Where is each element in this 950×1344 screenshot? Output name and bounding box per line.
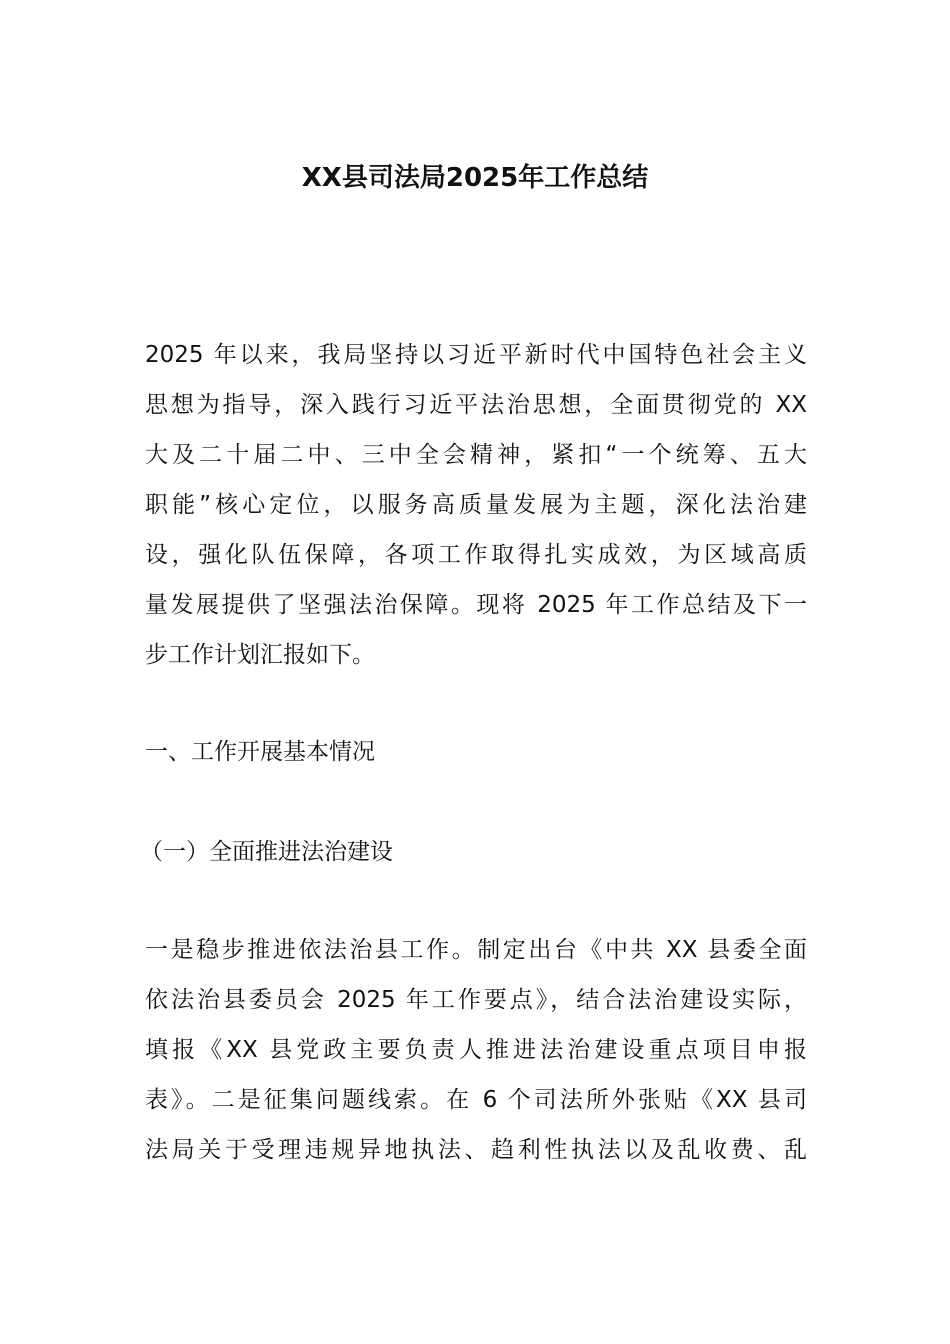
section-heading: 一、工作开展基本情况: [145, 739, 375, 765]
text-line: 填报《XX 县党政主要负责人推进法治建设重点项目申报: [145, 1037, 807, 1063]
text-line: 大及二十届二中、三中全会精神，紧扣“一个统筹、五大: [145, 442, 807, 468]
body-paragraph: [145, 925, 807, 1175]
text-line: 设，强化队伍保障，各项工作取得扎实成效，为区域高质: [145, 542, 807, 568]
text-line: 表》。二是征集问题线索。在 6 个司法所外张贴《XX 县司: [145, 1087, 807, 1113]
text-line: 量发展提供了坚强法治保障。现将 2025 年工作总结及下一: [145, 592, 807, 618]
text-line: 步工作计划汇报如下。: [145, 642, 375, 668]
text-line: 一是稳步推进依法治县工作。制定出台《中共 XX 县委全面: [145, 937, 807, 963]
intro-paragraph: [145, 330, 807, 680]
document-title: XX县司法局2025年工作总结: [301, 163, 649, 193]
text-line: 2025 年以来，我局坚持以习近平新时代中国特色社会主义: [145, 342, 807, 368]
text-line: 职能”核心定位，以服务高质量发展为主题，深化法治建: [145, 492, 807, 518]
subsection-heading: （一）全面推进法治建设: [140, 839, 393, 865]
text-line: 思想为指导，深入践行习近平法治思想，全面贯彻党的 XX: [145, 392, 807, 418]
text-line: 法局关于受理违规异地执法、趋利性执法以及乱收费、乱: [145, 1137, 807, 1163]
text-line: 依法治县委员会 2025 年工作要点》，结合法治建设实际，: [145, 987, 807, 1013]
